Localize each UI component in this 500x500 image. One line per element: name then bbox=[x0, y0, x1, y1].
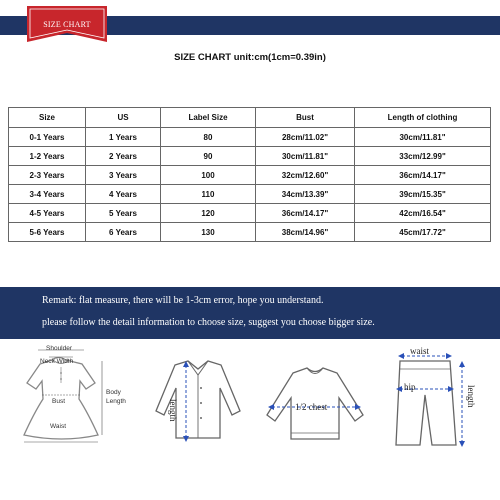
table-row bbox=[9, 128, 491, 147]
cell-size: 4-5 Years bbox=[9, 204, 86, 223]
dress-diagram bbox=[0, 343, 135, 453]
cell-length: 30cm/11.81" bbox=[355, 128, 491, 147]
cell-length: 42cm/16.54" bbox=[355, 204, 491, 223]
cell-us: 3 Years bbox=[86, 166, 161, 185]
cell-us: 6 Years bbox=[86, 223, 161, 242]
cell-us: 4 Years bbox=[86, 185, 161, 204]
table-row bbox=[9, 185, 491, 204]
cell-bust: 34cm/13.39" bbox=[256, 185, 355, 204]
pants-length-label: length bbox=[466, 385, 476, 408]
cell-length: 36cm/14.17" bbox=[355, 166, 491, 185]
cell-label: 110 bbox=[161, 185, 256, 204]
cell-length: 39cm/15.35" bbox=[355, 185, 491, 204]
dress-body-label: Body bbox=[106, 389, 121, 396]
table-row bbox=[9, 147, 491, 166]
header-label-size: Label Size bbox=[161, 108, 256, 128]
cell-us: 5 Years bbox=[86, 204, 161, 223]
shirt-length-label: length bbox=[168, 399, 178, 422]
cell-length: 33cm/12.99" bbox=[355, 147, 491, 166]
remark-band bbox=[0, 287, 500, 339]
cell-size: 0-1 Years bbox=[9, 128, 86, 147]
cell-bust: 36cm/14.17" bbox=[256, 204, 355, 223]
dress-shoulder-label: Shoulder bbox=[46, 345, 73, 352]
cell-label: 80 bbox=[161, 128, 256, 147]
pants-hip-label: hip bbox=[404, 382, 416, 392]
cell-label: 100 bbox=[161, 166, 256, 185]
cell-bust: 30cm/11.81" bbox=[256, 147, 355, 166]
dress-neck-label: Neck Width bbox=[40, 358, 74, 365]
table-header-row bbox=[9, 108, 491, 128]
cell-label: 120 bbox=[161, 204, 256, 223]
sweater-diagram bbox=[255, 343, 375, 453]
size-table bbox=[8, 107, 491, 242]
page-title: SIZE CHART unit:cm(1cm=0.39in) bbox=[174, 52, 326, 63]
table-row bbox=[9, 204, 491, 223]
remark-line-2: please follow the detail information to choose size, suggest you choose bigger size. bbox=[42, 317, 375, 328]
cell-label: 90 bbox=[161, 147, 256, 166]
pants-waist-label: waist bbox=[410, 346, 429, 356]
sweater-chest-label: 1/2 chest bbox=[295, 402, 328, 412]
header-length: Length of clothing bbox=[355, 108, 491, 128]
dress-bust-label: Bust bbox=[52, 398, 66, 405]
cell-us: 1 Years bbox=[86, 128, 161, 147]
cell-bust: 38cm/14.96" bbox=[256, 223, 355, 242]
table-row bbox=[9, 223, 491, 242]
dress-waist-label: Waist bbox=[50, 423, 67, 430]
cell-size: 3-4 Years bbox=[9, 185, 86, 204]
cell-us: 2 Years bbox=[86, 147, 161, 166]
remark-line-1: Remark: flat measure, there will be 1-3cm error, hope you understand. bbox=[42, 295, 324, 306]
header-bust: Bust bbox=[256, 108, 355, 128]
cell-bust: 28cm/11.02" bbox=[256, 128, 355, 147]
cell-size: 5-6 Years bbox=[9, 223, 86, 242]
header-size: Size bbox=[9, 108, 86, 128]
cell-size: 1-2 Years bbox=[9, 147, 86, 166]
shirt-diagram bbox=[140, 343, 255, 453]
pants-outline-icon bbox=[380, 343, 498, 453]
dress-length-label: Length bbox=[106, 398, 126, 405]
ribbon-label: SIZE CHART bbox=[43, 20, 91, 29]
shirt-outline-icon bbox=[140, 343, 255, 453]
sweater-outline-icon bbox=[255, 343, 375, 453]
cell-label: 130 bbox=[161, 223, 256, 242]
table-row bbox=[9, 166, 491, 185]
cell-size: 2-3 Years bbox=[9, 166, 86, 185]
cell-bust: 32cm/12.60" bbox=[256, 166, 355, 185]
cell-length: 45cm/17.72" bbox=[355, 223, 491, 242]
header-us: US bbox=[86, 108, 161, 128]
pants-diagram bbox=[380, 343, 498, 453]
